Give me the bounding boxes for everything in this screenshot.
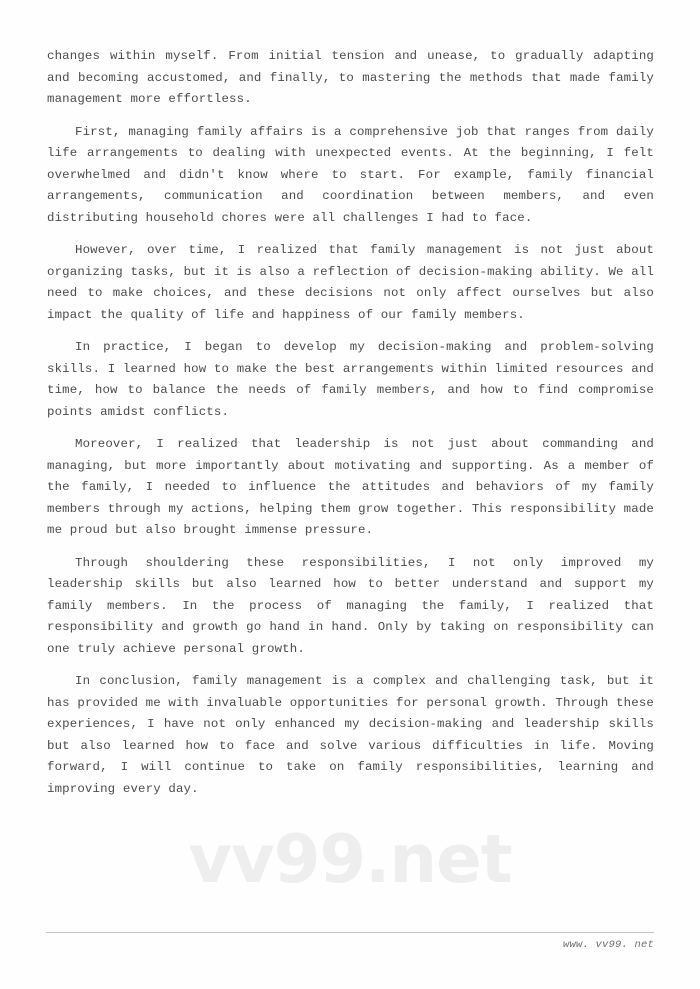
paragraph: First, managing family affairs is a comprehensive job that ranges from daily life arrangements to dealing with unexpected events. At the beginning, I felt overwhelmed and didn't know where to start. For example, family financial arrangements, communication and coordination between members, and even distributing household chores were all challenges I had to face. <box>47 124 654 225</box>
footer-divider <box>46 932 654 933</box>
page-watermark: vv99.net <box>188 820 512 898</box>
paragraph: changes within myself. From initial tension and unease, to gradually adapting and becoming accustomed, and finally, to mastering the methods that made family management more effortless. <box>47 49 654 106</box>
paragraph: In practice, I began to develop my decision-making and problem-solving skills. I learned how to make the best arrangements within limited resources and time, how to balance the needs of family members, and how to find compromise points amidst conflicts. <box>47 340 654 419</box>
paragraph: Moreover, I realized that leadership is not just about commanding and managing, but more importantly about motivating and supporting. As a member of the family, I needed to influence the attitudes and behaviors of my family members through my actions, helping them grow together. This responsibility made me proud but also brought immense pressure. <box>47 437 654 537</box>
paragraph: However, over time, I realized that family management is not just about organizing tasks, but it is also a reflection of decision-making ability. We all need to make choices, and these decisions not only affect ourselves but also impact the quality of life and happiness of our family members. <box>47 243 654 322</box>
paragraph: Through shouldering these responsibilities, I not only improved my leadership skills but also learned how to better understand and support my family members. In the process of managing the family, I realized that responsibility and growth go hand in hand. Only by taking on responsibility can one truly achieve personal growth. <box>47 555 654 656</box>
paragraph: In conclusion, family management is a complex and challenging task, but it has provided me with invaluable opportunities for personal growth. Through these experiences, I have not only enhanced my decision-making and leadership skills but also learned how to face and solve various difficulties in life. Moving forward, I will continue to take on family responsibilities, learning and improving every day. <box>47 674 654 796</box>
page-footer <box>46 932 654 951</box>
document-body <box>47 46 654 811</box>
footer-site-url: www. vv99. net <box>562 939 654 951</box>
